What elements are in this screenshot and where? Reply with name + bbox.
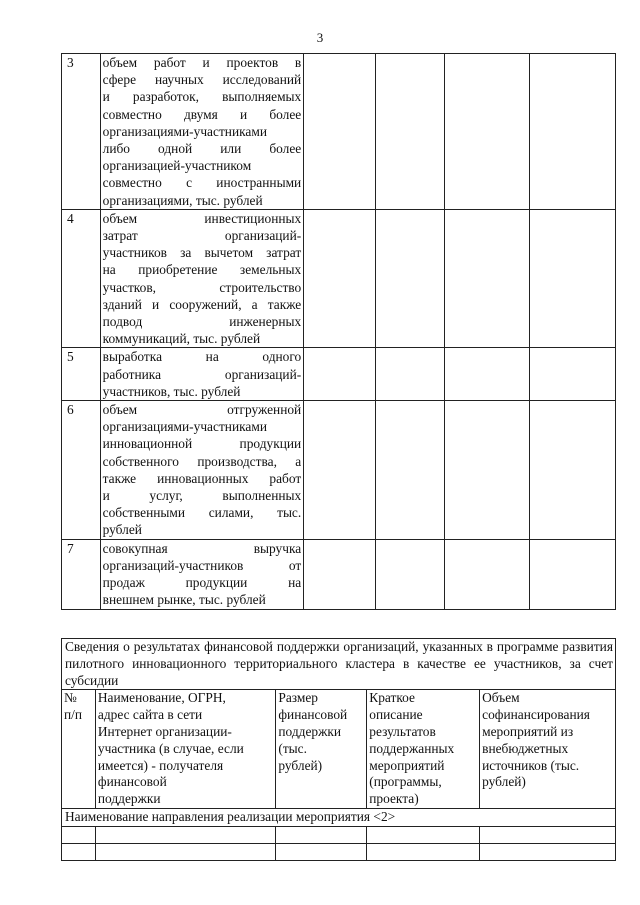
indicator-line: объем инвестиционных	[102, 210, 302, 226]
indicator-line: организацией-участником	[102, 158, 252, 174]
indicator-description	[100, 209, 304, 348]
column-header-line: рублей)	[278, 757, 323, 773]
empty-cell	[367, 843, 480, 860]
column-header	[95, 690, 275, 809]
indicator-line: коммуникаций, тыс. рублей	[102, 331, 261, 347]
indicator-row	[62, 348, 616, 401]
indicator-line: собственного производства, а	[102, 453, 302, 469]
value-cell	[445, 348, 530, 401]
column-header-line: поддержки	[278, 723, 342, 739]
column-header-line: результатов	[369, 723, 436, 739]
value-cell	[304, 401, 376, 540]
support-columns-row	[62, 690, 616, 809]
indicator-line: зданий и сооружений, а также	[102, 296, 302, 312]
indicator-line: собственными силами, тыс.	[102, 505, 302, 521]
empty-cell	[276, 826, 367, 843]
indicator-line: совместно с иностранными	[102, 175, 302, 191]
indicators-table	[61, 53, 616, 610]
value-cell	[445, 209, 530, 348]
column-header-line: имеется) - получателя	[97, 757, 224, 773]
empty-cell	[480, 843, 616, 860]
column-header-line: финансовой	[97, 774, 167, 790]
indicator-line: объем работ и проектов в	[102, 55, 302, 70]
indicator-line: затрат организаций-	[102, 228, 302, 244]
indicator-description	[100, 54, 304, 210]
value-cell	[376, 539, 445, 609]
indicator-line: подвод инженерных	[102, 314, 302, 330]
value-cell	[376, 54, 445, 210]
column-header-line: участника (в случае, если	[97, 740, 244, 756]
value-cell	[304, 539, 376, 609]
support-heading-row	[62, 639, 616, 690]
column-header-line: проекта)	[369, 791, 419, 807]
column-header-line: №	[64, 690, 77, 706]
empty-cell	[62, 843, 96, 860]
value-cell	[376, 209, 445, 348]
indicator-line: выработка на одного	[102, 349, 302, 365]
column-header-line: описание	[369, 707, 423, 723]
column-header-line: поддержанных	[369, 740, 455, 756]
indicator-line: на приобретение земельных	[102, 262, 302, 278]
empty-cell	[62, 826, 96, 843]
indicator-line: объем отгруженной	[102, 402, 302, 418]
indicator-description	[100, 401, 304, 540]
indicator-line: сфере научных исследований	[102, 72, 302, 88]
support-table	[61, 638, 616, 861]
column-header-line: внебюджетных	[482, 740, 569, 756]
value-cell	[376, 401, 445, 540]
indicator-number: 6	[62, 401, 101, 540]
empty-row	[62, 826, 616, 843]
column-header-line: поддержки	[97, 791, 161, 807]
value-cell	[530, 539, 616, 609]
indicator-line: участников за вычетом затрат	[102, 245, 302, 261]
column-header-line: (программы,	[369, 774, 442, 790]
direction-label: Наименование направления реализации мероприятия <2>	[62, 808, 616, 826]
indicator-line: также инновационных работ	[102, 470, 302, 486]
column-header-line: п/п	[64, 707, 83, 723]
column-header-line: источников (тыс.	[482, 757, 580, 773]
indicator-line: участков, строительство	[102, 279, 302, 295]
column-header-line: Краткое	[369, 690, 415, 706]
column-header-line: Размер	[278, 690, 318, 706]
value-cell	[530, 401, 616, 540]
column-header-line: софинансирования	[482, 707, 590, 723]
indicator-line: совместно двумя и более	[102, 106, 302, 122]
column-header-line: Объем	[482, 690, 520, 706]
column-header-line: мероприятий из	[482, 723, 574, 739]
indicator-number: 7	[62, 539, 101, 609]
empty-row	[62, 843, 616, 860]
value-cell	[304, 348, 376, 401]
value-cell	[530, 54, 616, 210]
indicator-line: организациями, тыс. рублей	[102, 192, 263, 208]
value-cell	[376, 348, 445, 401]
indicator-line: работника организаций-	[102, 366, 302, 382]
empty-cell	[95, 843, 275, 860]
empty-cell	[95, 826, 275, 843]
column-header-line: Наименование, ОГРН,	[97, 690, 226, 706]
indicator-number: 5	[62, 348, 101, 401]
column-header-line: финансовой	[278, 707, 348, 723]
column-header	[62, 690, 96, 809]
value-cell	[445, 54, 530, 210]
column-header-line: рублей)	[482, 774, 526, 790]
value-cell	[445, 539, 530, 609]
indicator-row	[62, 209, 616, 348]
indicator-line: совокупная выручка	[102, 540, 302, 556]
column-header-line: Интернет организации-	[97, 723, 232, 739]
indicator-line: продаж продукции на	[102, 575, 302, 591]
empty-cell	[367, 826, 480, 843]
indicator-line: и услуг, выполненных	[102, 488, 302, 504]
indicator-description	[100, 539, 304, 609]
value-cell	[445, 401, 530, 540]
empty-cell	[276, 843, 367, 860]
column-header-line: адрес сайта в сети	[97, 707, 203, 723]
column-header	[367, 690, 480, 809]
value-cell	[304, 209, 376, 348]
indicator-line: организаций-участников от	[102, 557, 302, 573]
indicator-number: 4	[62, 209, 101, 348]
value-cell	[304, 54, 376, 210]
page-number: 3	[316, 30, 324, 45]
support-heading: Сведения о результатах финансовой поддержки организаций, указанных в программе развития пилотного инновационного территориального кластера в качестве ее участников, за счет субсидии	[62, 639, 616, 690]
column-header	[276, 690, 367, 809]
indicator-row	[62, 54, 616, 210]
indicator-line: организациями-участниками	[102, 419, 268, 435]
direction-row	[62, 808, 616, 826]
indicator-line: организациями-участниками	[102, 123, 268, 139]
value-cell	[530, 209, 616, 348]
indicator-description	[100, 348, 304, 401]
indicator-line: рублей	[102, 522, 142, 538]
indicator-row	[62, 539, 616, 609]
indicator-line: инновационной продукции	[102, 436, 302, 452]
indicator-number: 3	[62, 54, 101, 210]
column-header-line: (тыс.	[278, 740, 307, 756]
column-header	[480, 690, 616, 809]
indicator-line: либо одной или более	[102, 141, 302, 157]
indicator-line: и разработок, выполняемых	[102, 89, 302, 105]
empty-cell	[480, 826, 616, 843]
indicator-row	[62, 401, 616, 540]
value-cell	[530, 348, 616, 401]
indicator-line: участников, тыс. рублей	[102, 383, 241, 399]
column-header-line: мероприятий	[369, 757, 445, 773]
indicator-line: внешнем рынке, тыс. рублей	[102, 592, 266, 608]
